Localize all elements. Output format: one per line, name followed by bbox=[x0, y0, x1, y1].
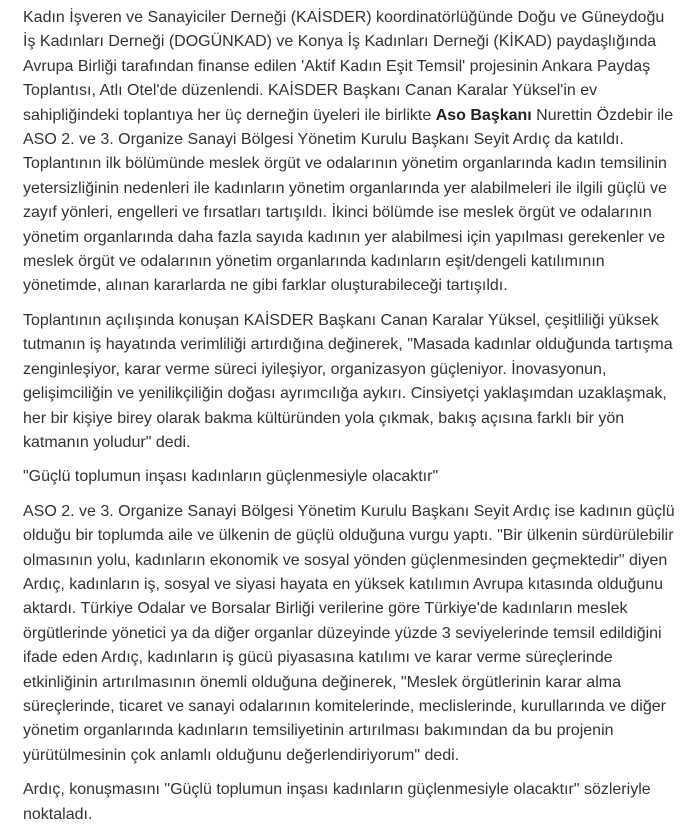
subheading-quote: "Güçlü toplumun inşası kadınların güçlenmesiyle olacaktır" bbox=[23, 468, 439, 486]
paragraph-intro-text-start: Kadın İşveren ve Sanayiciler Derneği (KAİSDER) koordinatörlüğünde Doğu ve Güneydoğu İş Kadınları Derneği (DOGÜNKAD) ve Konya İş Kadınları Derneği (KİKAD) paydaşlığında Avrupa Birliği tarafından finanse edilen 'Aktif Kadın Eşit Temsil' projesinin Ankara Paydaş Toplantısı, Atlı Otel'de düzenlendi. KAİSDER Başkanı Canan Karalar Yüksel'in ev sahipliğindeki toplantıya her üç derneğin üyeleri ile birlikte bbox=[23, 9, 665, 124]
article-body bbox=[23, 6, 679, 837]
paragraph-ardic-speech: ASO 2. ve 3. Organize Sanayi Bölgesi Yönetim Kurulu Başkanı Seyit Ardıç ise kadının güçlü olduğu bir toplumda aile ve ülkenin de güçlü olduğuna vurgu yaptı. "Bir ülkenin sürdürülebilir olmasının yolu, kadınların ekonomik ve sosyal yönden güçlenmesinden geçmektedir" diyen Ardıç, kadınların iş, sosyal ve siyasi hayata en yüksek katılımın Avrupa kıtasında olduğunu aktardı. Türkiye Odalar ve Borsalar Birliği verilerine göre Türkiye'de kadınların meslek örgütlerinde yönetici ya da diğer organlar düzeyinde yüzde 3 seviyelerinde temsil edildiğini ifade eden Ardıç, kadınların iş gücü piyasasına katılımı ve karar verme süreçlerinde etkinliğinin artırılmasının önemli olduğuna değinerek, "Meslek örgütlerinin karar alma süreçlerinde, ticaret ve sanayi odalarının komitelerinde, meclislerinde, kurullarında ve diğer yönetim organlarında kadınların temsiliyetinin artırılması bakımından da bu projenin yürütülmesinin çok anlamlı olduğunu değerlendiriyorum" dedi. bbox=[23, 502, 675, 764]
bold-aso-baskani: Aso Başkanı bbox=[435, 106, 532, 124]
paragraph-opening-speech: Toplantının açılışında konuşan KAİSDER Başkanı Canan Karalar Yüksel, çeşitliliği yüksek tutmanın iş hayatında verimliliği artırdığına değinerek, "Masada kadınlar olduğunda tartışma zenginleşiyor, karar verme süreci iyileşiyor, organizasyon güçleniyor. İnovasyonun, gelişimciliğin ve yenilikçiliğin doğası ayrımcılığa aykırı. Cinsiyetçi yaklaşımdan uzaklaşmak, her bir kişiye birey olarak bakma kültüründen yola çıkmak, bakış açısına farklı bir yön katmanın yoludur" dedi. bbox=[23, 311, 673, 451]
paragraph-intro bbox=[23, 6, 679, 299]
paragraph-intro-text-end: Nurettin Özdebir ile ASO 2. ve 3. Organize Sanayi Bölgesi Yönetim Kurulu Başkanı Seyit Ardıç da katıldı. Toplantının ilk bölümünde meslek örgüt ve odalarının yönetim organlarında kadın temsilinin yetersizliğinin nedenleri ile kadınların yönetim organlarında yer alabilmeleri ile ilgili güçlü ve zayıf yönleri, engelleri ve fırsatları tartışıldı. İkinci bölümde ise meslek örgüt ve odalarının yönetim organlarında daha fazla sayıda kadının yer alabilmesi için yapılması gerekenler ve meslek örgüt ve odalarının yönetim organlarında kadınların eşit/dengeli katılımının yönetimde, alınan kararlarda ne gibi farklar oluşturabileceği tartışıldı. bbox=[23, 106, 674, 295]
paragraph-closing: Ardıç, konuşmasını "Güçlü toplumun inşası kadınların güçlenmesiyle olacaktır" sözleriyle noktaladı. bbox=[23, 781, 651, 823]
